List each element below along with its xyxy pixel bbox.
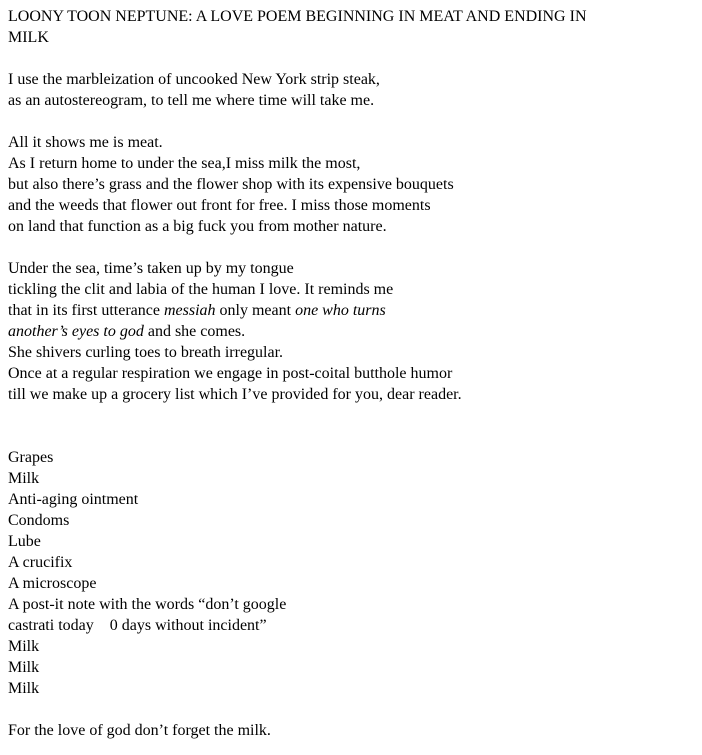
grocery-item xyxy=(8,489,692,510)
poem-line xyxy=(8,195,692,216)
poem-italic-segment: messiah xyxy=(163,302,216,319)
poem-text-segment: Anti-aging ointment xyxy=(8,491,139,508)
grocery-item xyxy=(8,468,692,489)
poem-line xyxy=(8,279,692,300)
poem-text-segment: Condoms xyxy=(8,512,70,529)
poem-text-segment: Once at a regular respiration we engage in post-coital butthole humor xyxy=(8,365,453,382)
poem-text-segment: till we make up a grocery list which I’ve provided for you, dear reader. xyxy=(8,386,462,403)
blank-line xyxy=(8,237,692,258)
poem-line xyxy=(8,342,692,363)
poem-text-segment: only meant xyxy=(215,302,296,319)
poem-text-segment: tickling the clit and labia of the human I love. It reminds me xyxy=(8,281,394,298)
blank-line xyxy=(8,405,692,426)
poem-line xyxy=(8,363,692,384)
poem-text-segment: Under the sea, time’s taken up by my tongue xyxy=(8,260,294,277)
grocery-item xyxy=(8,531,692,552)
poem-text-segment: that in its first utterance xyxy=(8,302,164,319)
poem-line xyxy=(8,132,692,153)
poem-italic-segment: one who turns xyxy=(295,302,386,319)
poem-text-segment: Milk xyxy=(8,638,40,655)
grocery-item xyxy=(8,594,692,615)
poem-text-segment: She shivers curling toes to breath irregular. xyxy=(8,344,284,361)
poem-line xyxy=(8,384,692,405)
poem-line xyxy=(8,174,692,195)
poem-line xyxy=(8,321,692,342)
poem-line xyxy=(8,90,692,111)
poem-text-segment: All it shows me is meat. xyxy=(8,134,163,151)
poem-text-segment: LOONY TOON NEPTUNE: A LOVE POEM BEGINNING IN MEAT AND ENDING IN xyxy=(8,8,587,25)
poem-italic-segment: another’s eyes to god xyxy=(8,323,144,340)
grocery-item xyxy=(8,552,692,573)
poem-text-segment: A post-it note with the words “don’t google xyxy=(8,596,287,613)
poem-line xyxy=(8,300,692,321)
poem-line xyxy=(8,720,692,741)
poem-text-segment: Milk xyxy=(8,659,40,676)
poem-line xyxy=(8,69,692,90)
blank-line xyxy=(8,699,692,720)
poem-text-segment: For the love of god don’t forget the milk. xyxy=(8,722,271,739)
poem-text-segment: MILK xyxy=(8,29,49,46)
poem-text-segment: as an autostereogram, to tell me where time will take me. xyxy=(8,92,375,109)
title-line xyxy=(8,27,692,48)
poem-text-segment: A crucifix xyxy=(8,554,73,571)
blank-line xyxy=(8,111,692,132)
poem-line xyxy=(8,216,692,237)
poem-text-segment: Milk xyxy=(8,470,40,487)
grocery-item xyxy=(8,447,692,468)
grocery-item xyxy=(8,678,692,699)
grocery-item xyxy=(8,573,692,594)
poem-text-segment: As I return home to under the sea,I miss milk the most, xyxy=(8,155,361,172)
poem-text-segment: castrati today 0 days without incident” xyxy=(8,617,267,634)
title-line xyxy=(8,6,692,27)
poem-line xyxy=(8,258,692,279)
poem-text-segment: and the weeds that flower out front for free. I miss those moments xyxy=(8,197,431,214)
poem-text-segment: Milk xyxy=(8,680,40,697)
poem-text-segment: Grapes xyxy=(8,449,54,466)
blank-line xyxy=(8,48,692,69)
poem-text-segment: A microscope xyxy=(8,575,97,592)
blank-line xyxy=(8,426,692,447)
poem-text-segment: I use the marbleization of uncooked New York strip steak, xyxy=(8,71,380,88)
grocery-item xyxy=(8,615,692,636)
grocery-item xyxy=(8,636,692,657)
poem-text-segment: on land that function as a big fuck you from mother nature. xyxy=(8,218,387,235)
poem-text-segment: Lube xyxy=(8,533,41,550)
poem-text-segment: but also there’s grass and the flower shop with its expensive bouquets xyxy=(8,176,454,193)
grocery-item xyxy=(8,510,692,531)
poem-line xyxy=(8,153,692,174)
poem-text-segment: and she comes. xyxy=(143,323,246,340)
grocery-item xyxy=(8,657,692,678)
